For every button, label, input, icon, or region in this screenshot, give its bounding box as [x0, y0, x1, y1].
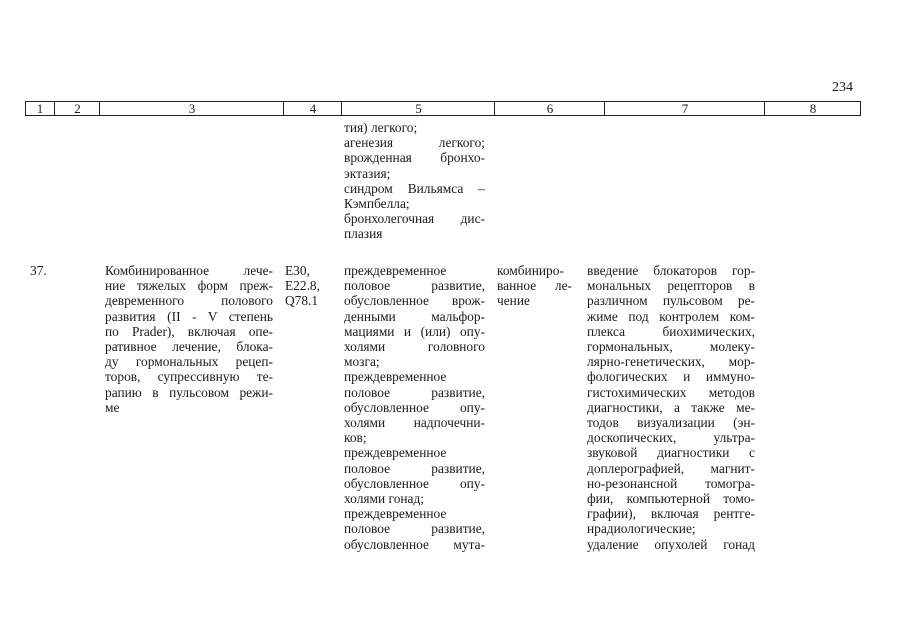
text-line: тия) легкого; — [344, 120, 418, 135]
text-line: преждевременное — [344, 369, 447, 385]
text-line: ду гормональных рецеп- — [105, 354, 273, 370]
text-line: мациями и (или) опу- — [344, 323, 485, 339]
page-number: 234 — [832, 80, 853, 95]
text-line: ме — [105, 399, 120, 415]
text-line: мозга; — [344, 354, 380, 370]
text-line: различном пульсовом ре- — [587, 293, 755, 309]
text-line: эктазия; — [344, 165, 391, 181]
text-line: агенезия легкого; — [344, 135, 485, 151]
text-line: половое развитие, — [344, 460, 485, 476]
text-line: лярно-генетических, мор- — [587, 354, 755, 370]
header-cell-5: 5 — [341, 102, 495, 115]
text-line: удаление опухолей гонад — [587, 536, 755, 552]
text-line: плазия — [344, 226, 383, 242]
text-line: девременного полового — [105, 293, 273, 309]
text-line: чение — [497, 293, 530, 309]
text-line: половое развитие, — [344, 521, 485, 537]
text-line: Комбинированное лече- — [105, 263, 273, 278]
header-cell-1: 1 — [36, 101, 44, 116]
text-line: бронхолегочная дис- — [344, 211, 485, 227]
text-line: ванное ле- — [497, 278, 572, 294]
text-line: обусловленное опу- — [344, 475, 485, 491]
text-line: доскопических, ультра- — [587, 430, 755, 446]
header-cell-4: 4 — [283, 102, 342, 115]
row-37-treatment-type — [105, 263, 273, 415]
text-line: денными мальфор- — [344, 308, 485, 324]
header-cell-8: 8 — [764, 102, 861, 115]
text-line: обусловленное опу- — [344, 399, 485, 415]
text-line: тодов визуализации (эн- — [587, 415, 755, 431]
row-37-method — [497, 263, 572, 309]
text-line: Кэмпбелла; — [344, 196, 410, 212]
text-line: нрадиологические; — [587, 521, 696, 537]
text-line: рапию в пульсовом режи- — [105, 384, 273, 400]
text-line: обусловленное мута- — [344, 536, 485, 552]
text-line: Q78.1 — [285, 293, 319, 309]
header-cell-2: 2 — [54, 102, 100, 115]
row-37-diseases — [344, 263, 485, 552]
text-line: холями надпочечни- — [344, 415, 485, 431]
text-line: комбиниро- — [497, 263, 564, 278]
text-line: но-резонансной томогра- — [587, 475, 755, 491]
text-line: развития (II - V степень — [105, 308, 273, 324]
text-line: врожденная бронхо- — [344, 150, 485, 166]
continued-disease-list — [344, 120, 485, 242]
header-cell-7: 7 — [604, 102, 765, 115]
text-line: холями головного — [344, 339, 485, 355]
text-line: синдром Вильямса – — [344, 180, 485, 196]
header-cell-6: 6 — [494, 102, 605, 115]
text-line: фии, компьютерной томо- — [587, 491, 755, 507]
text-line: гистохимических методов — [587, 384, 755, 400]
table-header-row — [25, 101, 861, 116]
text-line: E30, — [285, 263, 310, 278]
text-line: жиме под контролем ком- — [587, 308, 755, 324]
text-line: половое развитие, — [344, 278, 485, 294]
text-line: торов, супрессивную те- — [105, 369, 273, 385]
text-line: доплерографией, магнит- — [587, 460, 755, 476]
text-line: фологических и иммуно- — [587, 369, 755, 385]
row-37-icd-codes — [285, 263, 335, 309]
row-37-number: 37. — [30, 263, 47, 278]
text-line: графии), включая рентге- — [587, 506, 755, 522]
row-37-procedures — [587, 263, 755, 552]
text-line: ние тяжелых форм преж- — [105, 278, 273, 294]
text-line: звуковой диагностики с — [587, 445, 755, 461]
text-line: по Prader), включая опе- — [105, 323, 273, 339]
text-line: преждевременное — [344, 263, 447, 278]
text-line: половое развитие, — [344, 384, 485, 400]
text-line: преждевременное — [344, 445, 447, 461]
header-cell-3: 3 — [99, 102, 284, 115]
text-line: плекса биохимических, — [587, 323, 755, 339]
text-line: преждевременное — [344, 506, 447, 522]
text-line: обусловленное врож- — [344, 293, 485, 309]
text-line: мональных рецепторов в — [587, 278, 755, 294]
text-line: ков; — [344, 430, 367, 446]
text-line: E22.8, — [285, 278, 320, 294]
text-line: ративное лечение, блока- — [105, 339, 273, 355]
text-line: холями гонад; — [344, 491, 425, 507]
text-line: введение блокаторов гор- — [587, 263, 755, 278]
text-line: гормональных, молеку- — [587, 339, 755, 355]
text-line: диагностики, а также ме- — [587, 399, 755, 415]
